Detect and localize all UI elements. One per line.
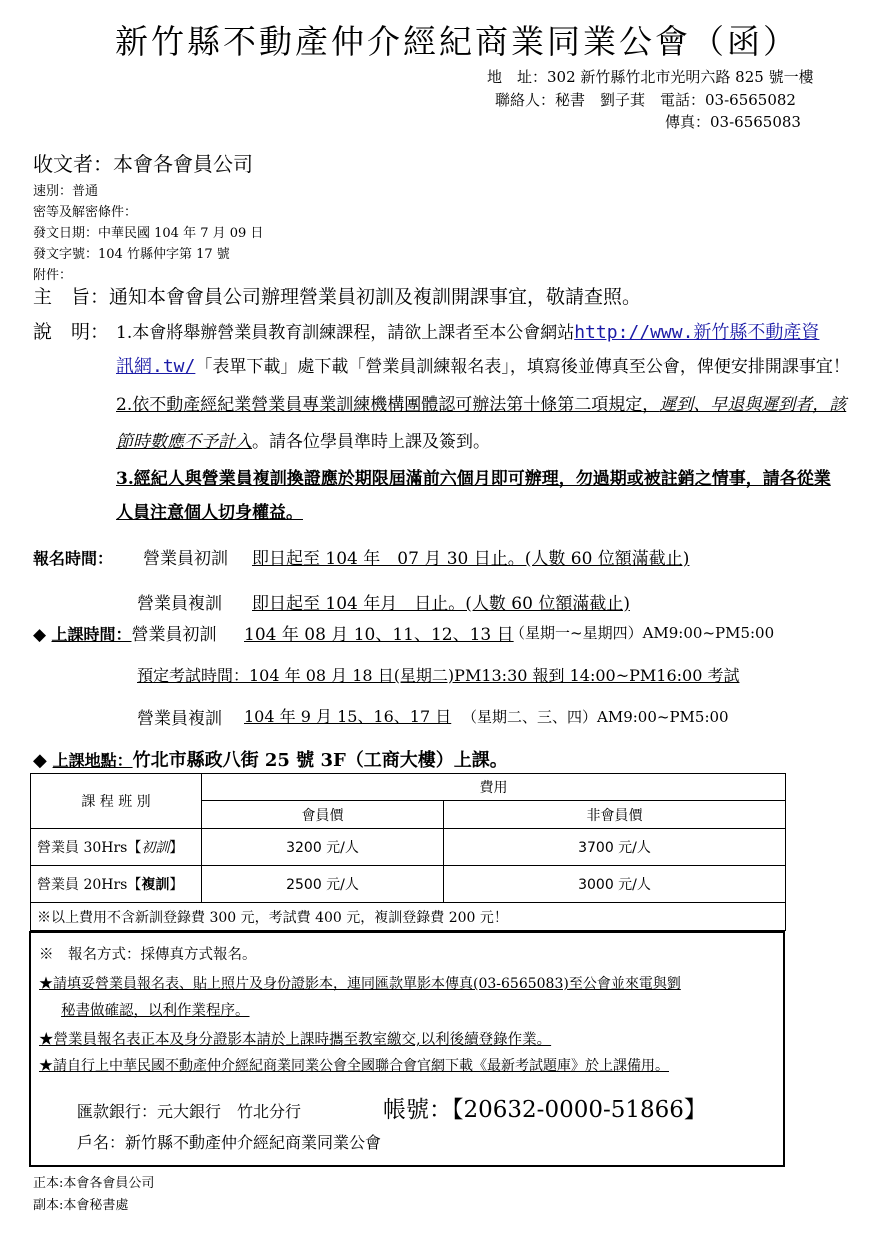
fee-col-nonmember: 非會員價 — [444, 801, 786, 829]
fee-member-price: 2500 元/人 — [202, 866, 444, 903]
item1-text-b: 「表單下載」處下載「營業員訓練報名表」，填寫後並傳真至公會，俾便安排開課事宜！ — [195, 357, 850, 377]
subject — [33, 282, 641, 309]
class-time-renew-label: 營業員複訓 — [137, 709, 222, 729]
fee-course: 營業員 20Hrs【複訓】 — [31, 866, 202, 903]
class-time-label: 上課時間： — [51, 625, 132, 644]
registration-renew-text: 即日起至 104 年月 日止。(人數 60 位額滿截止) — [252, 594, 630, 614]
bank-account: 帳號：【20632-0000-51866】 — [383, 1097, 707, 1123]
recipient: 收文者：本會各會員公司 — [33, 152, 253, 176]
location-label: 上課地點： — [52, 751, 133, 770]
table-row — [31, 829, 786, 866]
notice-line-2: ★營業員報名表正本及身分證影本請於上課時攜至教室繳交,以利後續登錄作業。 — [39, 1032, 552, 1048]
registration-renew-label: 營業員複訓 — [137, 594, 222, 614]
table-row — [31, 866, 786, 903]
meta-doc-number: 發文字號：104 竹縣仲字第 17 號 — [33, 247, 230, 262]
notice-box — [29, 931, 785, 1167]
meta-attachment: 附件： — [33, 268, 73, 283]
explanation-label: 說 明： — [33, 321, 110, 343]
document-title: 新竹縣不動產仲介經紀商業同業公會（函） — [115, 22, 799, 61]
notice-line-1: ★請填妥營業員報名表、貼上照片及身份證影本，連同匯款單影本傳真(03-6565083)至公會並來電與劉 — [39, 976, 681, 992]
subject-text: 通知本會會員公司辦理營業員初訓及複訓開課事宜，敬請查照。 — [109, 286, 642, 308]
class-time-initial-rest: （星期一~星期四）AM9:00~PM5:00 — [510, 624, 775, 642]
explanation-item-3 — [116, 464, 831, 489]
item2-text-d: 。請各位學員準時上課及簽到。 — [252, 432, 490, 452]
website-link-cont[interactable]: 訊網.tw/ — [116, 356, 196, 377]
item1-text-a: 1.本會將舉辦營業員教育訓練課程，請欲上課者至本公會網站 — [116, 323, 575, 343]
explanation-item-2-cont — [116, 427, 490, 452]
fee-nonmember-price: 3700 元/人 — [444, 829, 786, 866]
fee-col-member: 會員價 — [202, 801, 444, 829]
fee-nonmember-price: 3000 元/人 — [444, 866, 786, 903]
class-time-initial-label: 營業員初訓 — [131, 625, 217, 645]
explanation-item-1-cont — [116, 352, 850, 378]
fee-course: 營業員 30Hrs【初訓】 — [31, 829, 202, 866]
location-row — [33, 746, 508, 772]
website-link[interactable]: http://www.新竹縣不動產資 — [574, 322, 820, 343]
header-fax: 傳真：03-6565083 — [665, 113, 801, 131]
registration-initial-label: 營業員初訓 — [143, 549, 228, 569]
item3-text-a: 3.經紀人與營業員複訓換證應於期限屆滿前六個月即可辦理，勿過期或被註銷之情事，請各從業 — [116, 469, 831, 489]
fee-col-fee: 費用 — [202, 774, 786, 801]
item2-text-b: 遲到、早退與遲到者，該 — [659, 395, 847, 415]
notice-method: ※ 報名方式：採傳真方式報名。 — [39, 947, 257, 963]
notice-line-1-cont: 秘書做確認，以利作業程序。 — [61, 1003, 250, 1019]
location-text: 竹北市縣政八街 25 號 3F（工商大樓）上課。 — [132, 750, 508, 771]
header-contact: 聯絡人：秘書 劉子萁 電話：03-6565082 — [495, 91, 796, 109]
exam-time: 預定考試時間：104 年 08 月 18 日(星期二)PM13:30 報到 14:00~PM16:00 考試 — [137, 666, 740, 685]
item3-text-b: 人員注意個人切身權益。 — [116, 503, 303, 523]
class-time-renew-dates: 104 年 9 月 15、16、17 日 — [244, 707, 452, 726]
explanation-item-2 — [116, 390, 846, 415]
fee-member-price: 3200 元/人 — [202, 829, 444, 866]
meta-secrecy: 密等及解密條件： — [33, 205, 138, 220]
meta-date: 發文日期：中華民國 104 年 7 月 09 日 — [33, 226, 264, 241]
footer-original: 正本:本會各會員公司 — [33, 1176, 155, 1191]
explanation-item-3-cont — [116, 498, 303, 523]
item2-text-a: 2.依不動產經紀業營業員專業訓練機構團體認可辦法第十條第二項規定， — [116, 395, 660, 415]
fee-table — [30, 773, 786, 931]
registration-initial-text: 即日起至 104 年 07 月 30 日止。(人數 60 位額滿截止) — [252, 549, 690, 569]
item2-text-c: 節時數應不予計入 — [116, 432, 252, 452]
subject-label: 主 旨： — [33, 286, 110, 308]
footer-copy: 副本:本會秘書處 — [33, 1198, 129, 1213]
account-holder: 戶名：新竹縣不動產仲介經紀商業同業公會 — [77, 1133, 382, 1152]
diamond-bullet-icon: ◆ — [33, 625, 47, 645]
fee-note: ※以上費用不含新訓登錄費 300 元，考試費 400 元，複訓登錄費 200 元！ — [31, 903, 786, 931]
class-time-initial-dates: 104 年 08 月 10、11、12、13 日 — [244, 625, 514, 645]
registration-label: 報名時間： — [33, 549, 114, 568]
fee-col-class: 課 程 班 別 — [31, 774, 202, 829]
bank-name: 匯款銀行：元大銀行 竹北分行 — [77, 1102, 302, 1121]
meta-speed: 速別：普通 — [33, 184, 99, 199]
class-time-renew-rest: （星期二、三、四）AM9:00~PM5:00 — [462, 708, 729, 726]
header-address: 地 址：302 新竹縣竹北市光明六路 825 號一樓 — [487, 68, 814, 86]
class-time-row — [33, 620, 217, 645]
explanation-item-1 — [116, 318, 819, 344]
diamond-bullet-icon: ◆ — [33, 750, 47, 771]
notice-line-3: ★請自行上中華民國不動產仲介經紀商業同業公會全國聯合會官網下載《最新考試題庫》於上課備用。 — [39, 1058, 669, 1074]
